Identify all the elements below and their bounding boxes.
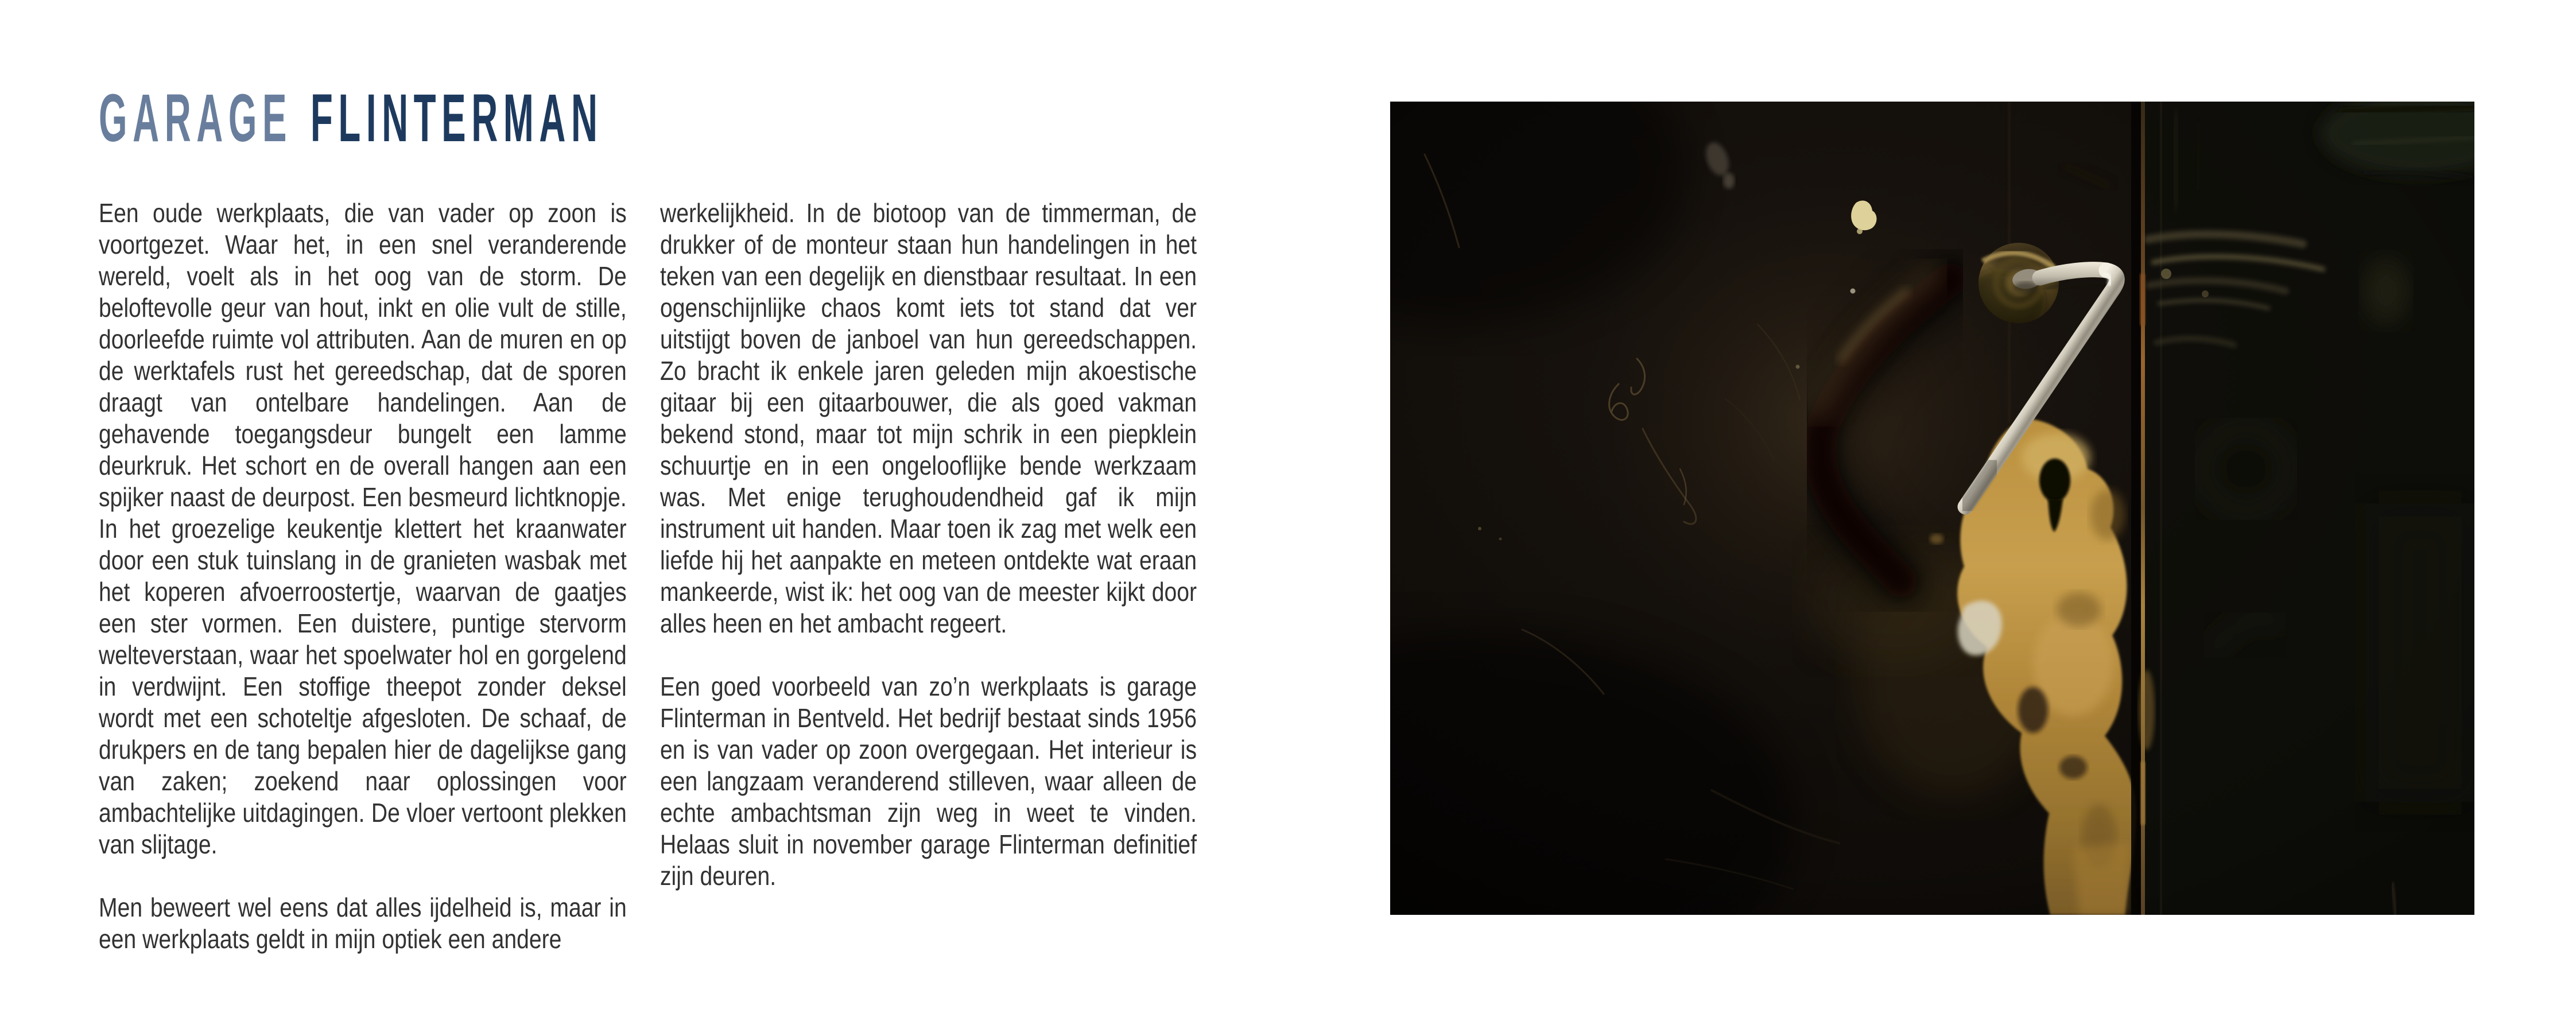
paragraph-3: Een goed voorbeeld van zo’n werkplaats is garage Flinterman in Bentveld. Het bedrijf bestaat sinds 1956 en is van vader op zoon overgegaan. Het interieur is een langzaam veranderend stilleven, waar alleen de echte ambachtsman zijn weg in weet te vinden. Helaas sluit in november garage Flinterman definitief zijn deuren. [660, 671, 1197, 891]
page-title [99, 80, 603, 156]
door-handle-photo [1390, 102, 2474, 915]
paragraph-2-end: werkelijkheid. In de biotoop van de timmerman, de drukker of de monteur staan hun handelingen in het teken van een degelijk en dienstbaar resultaat. In een ogenschijnlijke chaos komt iets tot stand dat ver uitstijgt boven de janboel van hun gereedschappen. Zo bracht ik enkele jaren geleden mijn akoestische gitaar bij een gitaarbouwer, die als goed vakman bekend stond, maar tot mijn schrik in een piepklein schuurtje en in een ongelooflijke bende werkzaam was. Met enige terughoudendheid gaf ik mijn instrument uit handen. Maar toen ik zag met welk een liefde hij het aanpakte en meteen ontdekte wat eraan mankeerde, wist ik: het oog van de meester kijkt door alles heen en het ambacht regeert. [660, 198, 1197, 638]
text-column-1 [99, 197, 627, 955]
title-word-flinterman: FLINTERMAN [310, 80, 603, 156]
title-word-garage: GARAGE [99, 80, 293, 156]
text-column-2 [660, 197, 1197, 892]
paragraph-1: Een oude werkplaats, die van vader op zoon is voortgezet. Waar het, in een snel veranderende wereld, voelt als in het oog van de storm. De beloftevolle geur van hout, inkt en olie vult de stille, doorleefde ruimte vol attributen. Aan de muren en op de werktafels rust het gereedschap, dat de sporen draagt van ontelbare handelingen. Aan de gehavende toegangsdeur bungelt een lamme deurkruk. Het schort en de overall hangen aan een spijker naast de deurpost. Een besmeurd lichtknopje. In het groezelige keukentje klettert het kraanwater door een stuk tuinslang in de granieten wasbak met het koperen afvoerroostertje, waarvan de gaatjes een ster vormen. Een duistere, puntige stervorm welteverstaan, waar het spoelwater hol en gorgelend in verdwijnt. Een stoffige theepot zonder deksel wordt met een schoteltje afgesloten. De schaaf, de drukpers en de tang bepalen hier de dagelijkse gang van zaken; zoekend naar oplossingen voor ambachtelijke uitdagingen. De vloer vertoont plekken van slijtage. [99, 198, 627, 859]
paragraph-2-start: Men beweert wel eens dat alles ijdelheid is, maar in een werkplaats geldt in mijn optiek een andere [99, 892, 627, 954]
